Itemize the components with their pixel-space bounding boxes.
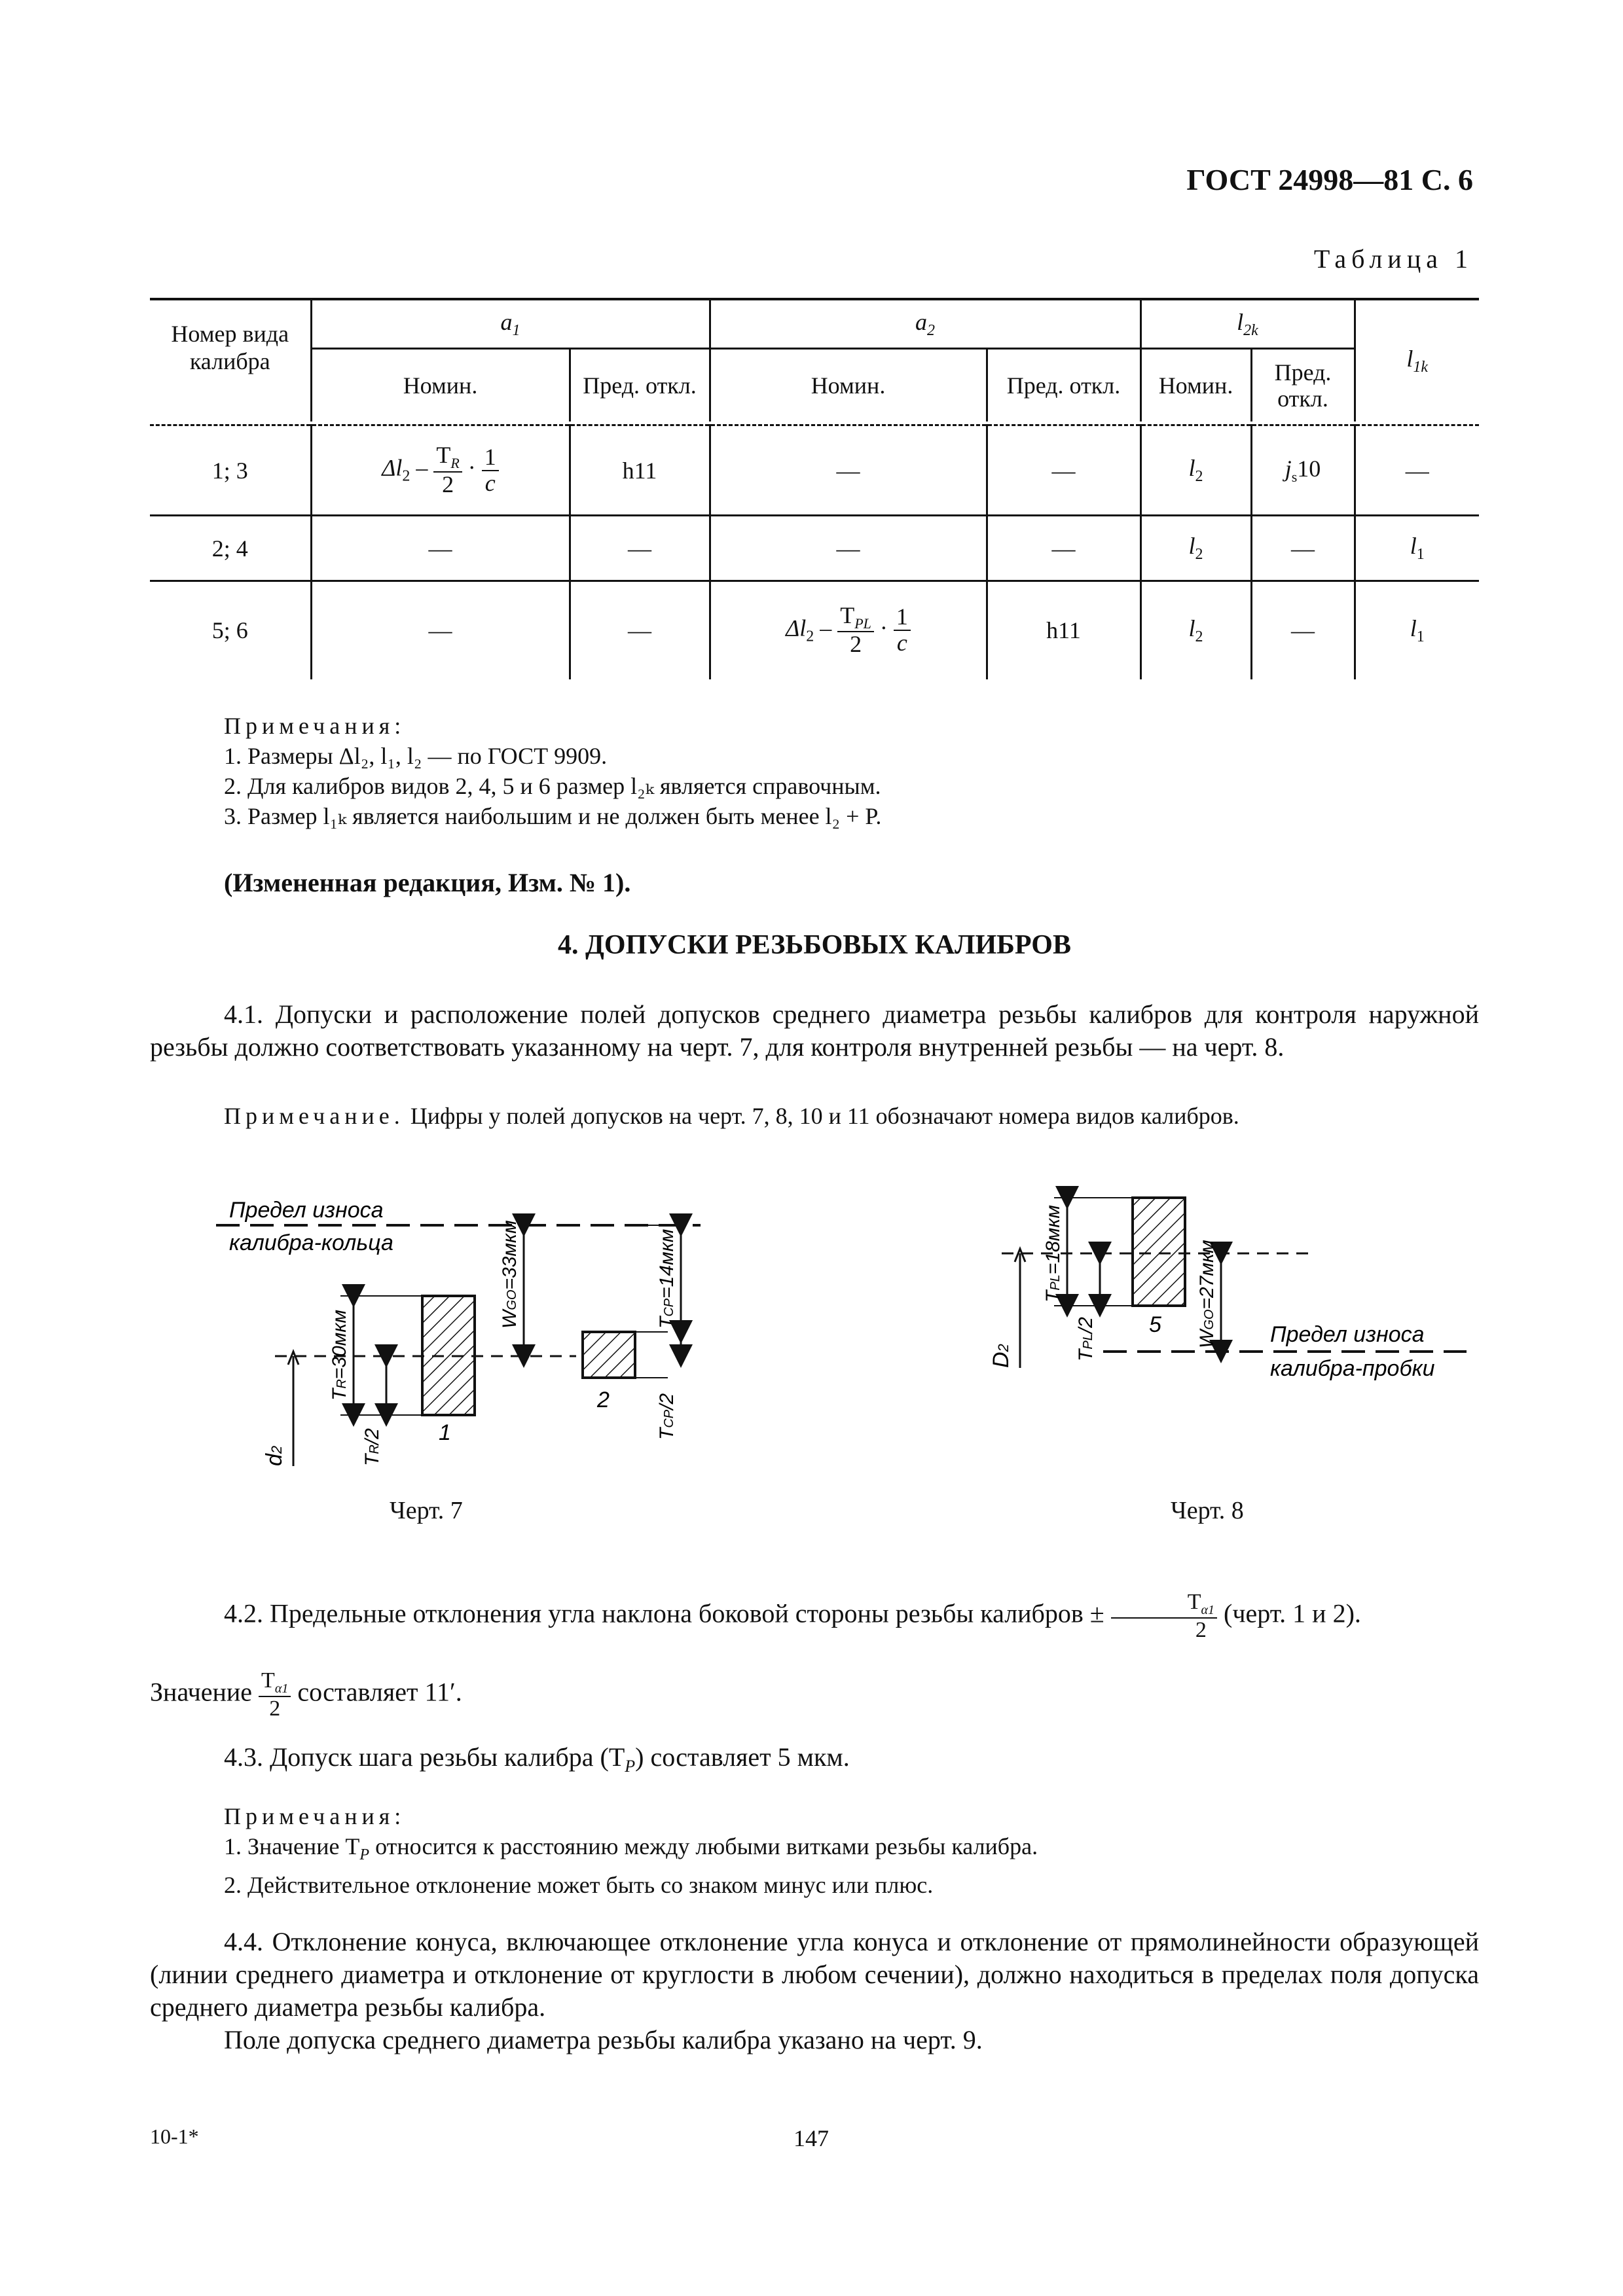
notes-2-item-2: 2. Действительное отклонение может быть со знаком минус или плюс. [224, 1872, 934, 1899]
paragraph-4-4: 4.4. Отклонение конуса, включающее отклонение угла конуса и отклонение от прямолинейности образующей (линии среднего диаметра и отклонение от круглости в любом сечении), должно находиться в пределах поля допуска среднего диаметра резьбы калибра. [150, 1927, 1479, 2022]
col-caliber-header: Номер вида калибра [150, 299, 311, 422]
cell-kind: 5; 6 [150, 581, 311, 679]
cell-l2k-nom: $l_2$ [1140, 516, 1251, 581]
paragraph-4-1-note: Примечание. Цифры у полей допусков на черт. 7, 8, 10 и 11 обозначают номера видов калибров. [224, 1103, 1239, 1129]
figure-8 [982, 1178, 1506, 1401]
fig7-wgo-label: WGO=33мкм [499, 1220, 520, 1329]
fig8-field-5 [1133, 1198, 1185, 1306]
cell-a2-dev: — [987, 516, 1140, 581]
fig8-label-5: 5 [1149, 1312, 1161, 1337]
table-caption: Таблица 1 [1313, 244, 1473, 274]
fig7-tcp-half-label: TCP/2 [656, 1393, 678, 1440]
cell-l1k: — [1355, 425, 1479, 516]
table-row [150, 581, 1479, 679]
paragraph-4-4-b: Поле допуска среднего диаметра резьбы калибра указано на черт. 9. [224, 2025, 983, 2054]
edition-note: (Измененная редакция, Изм. № 1). [224, 868, 631, 897]
fig8-tpl-label: TPL=18мкм [1042, 1205, 1064, 1302]
figure-8-caption: Черт. 8 [1171, 1497, 1244, 1524]
fig7-field-2 [583, 1332, 635, 1378]
cell-a2-nom: $\Delta l_2$ – $\frac{T_{PL}}{2}$ · $\frac{1}{c}$ [710, 581, 987, 679]
paragraph-4-2: 4.2. Предельные отклонения угла наклона боковой стороны резьбы калибров ± $\frac{T_{\alpha 1}}{2}$ (черт. 1 и 2). [224, 1590, 1361, 1642]
a2-nom-header: Номин. [710, 348, 987, 422]
fig8-limit-line1: Предел износа [1270, 1322, 1425, 1347]
col-l2k-header: $l_{2k}$ [1140, 299, 1355, 348]
table-row [150, 425, 1479, 516]
cell-a2-nom: — [710, 516, 987, 581]
note-2: 2. Для калибров видов 2, 4, 5 и 6 размер l₂ₖ является справочным. [224, 773, 881, 799]
cell-a1-dev: h11 [570, 425, 710, 516]
cell-l2k-dev: — [1251, 516, 1355, 581]
col-a2-header: $a_2$ [710, 299, 1140, 348]
fig7-tr-label: TR=30мкм [329, 1310, 350, 1401]
notes-2-title: Примечания: [224, 1803, 406, 1829]
figure-7-caption: Черт. 7 [390, 1497, 463, 1524]
cell-l2k-nom: $l_2$ [1140, 425, 1251, 516]
fig7-limit-line2: калибра-кольца [229, 1230, 393, 1255]
fig7-field-1 [422, 1296, 475, 1415]
fig7-label-2: 2 [597, 1388, 610, 1412]
cell-a1-nom: — [311, 516, 570, 581]
note-3: 3. Размер l₁ₖ является наибольшим и не должен быть менее l₂ + P. [224, 803, 882, 829]
fig7-d2-label: d2 [262, 1445, 287, 1466]
figure-7 [196, 1178, 746, 1492]
cell-a1-dev: — [570, 516, 710, 581]
fig8-D2-label: D2 [989, 1344, 1013, 1368]
a1-dev-header: Пред. откл. [570, 348, 710, 422]
col-l1k-header: $l_{1k}$ [1355, 299, 1479, 422]
table-row [150, 516, 1479, 581]
cell-l1k: $l_1$ [1355, 581, 1479, 679]
notes-title: Примечания: [224, 713, 406, 739]
paragraph-4-1: 4.1. Допуски и расположение полей допусков среднего диаметра резьбы калибров для контроля наружной резьбы должно соответствовать указанному на черт. 7, для контроля внутренней резьбы — на черт. 8. [150, 999, 1479, 1062]
fig7-tr-half-label: TR/2 [361, 1428, 383, 1466]
fig8-wgo-label: WGO=27мкм [1196, 1240, 1218, 1348]
cell-kind: 2; 4 [211, 535, 248, 562]
cell-kind: 1; 3 [150, 425, 311, 516]
cell-a1-dev: — [570, 581, 710, 679]
section-title: 4. ДОПУСКИ РЕЗЬБОВЫХ КАЛИБРОВ [558, 930, 1071, 960]
fig7-tcp-label: TCP=14мкм [656, 1229, 678, 1329]
standard-header: ГОСТ 24998—81 С. 6 [1186, 163, 1473, 196]
cell-a1-nom: — [311, 581, 570, 679]
cell-l1k: $l_1$ [1355, 516, 1479, 581]
cell-l2k-dev: $j_s10$ [1251, 425, 1355, 516]
table-1 [150, 298, 1479, 679]
page-number: 147 [793, 2125, 829, 2151]
fig8-tpl-half-label: TPL/2 [1075, 1317, 1097, 1361]
a1-nom-header: Номин. [311, 348, 570, 422]
cell-a2-dev: h11 [987, 581, 1140, 679]
footer-left: 10-1* [150, 2125, 199, 2148]
a2-dev-header: Пред. откл. [987, 348, 1140, 422]
fig7-label-1: 1 [439, 1420, 451, 1445]
note-1: 1. Размеры Δl₂, l₁, l₂ — по ГОСТ 9909. [224, 743, 608, 769]
fig8-limit-line2: калибра-пробки [1270, 1356, 1435, 1381]
cell-a2-nom: — [710, 425, 987, 516]
cell-l2k-dev: — [1251, 581, 1355, 679]
notes-2-block [224, 1801, 1038, 1900]
paragraph-4-3: 4.3. Допуск шага резьбы калибра $(T_P)$ составляет 5 мкм. [224, 1742, 850, 1776]
notes-2-item-1: 1. Значение $T_P$ относится к расстоянию между любыми витками резьбы калибра. [224, 1833, 1038, 1864]
cell-a1-nom: $\Delta l_2$ – $\frac{T_R}{2}$ · $\frac{1}{c}$ [311, 425, 570, 516]
l2k-nom-header: Номин. [1140, 348, 1251, 422]
col-a1-header: $a_1$ [311, 299, 710, 348]
cell-a2-dev: — [987, 425, 1140, 516]
fig7-limit-line1: Предел износа [229, 1198, 384, 1223]
cell-l2k-nom: $l_2$ [1140, 581, 1251, 679]
paragraph-4-2-value: Значение $\frac{T_{\alpha 1}}{2}$ составляет 11′. [150, 1668, 462, 1721]
notes-block [224, 711, 881, 831]
l2k-dev-header: Пред. откл. [1251, 348, 1355, 422]
